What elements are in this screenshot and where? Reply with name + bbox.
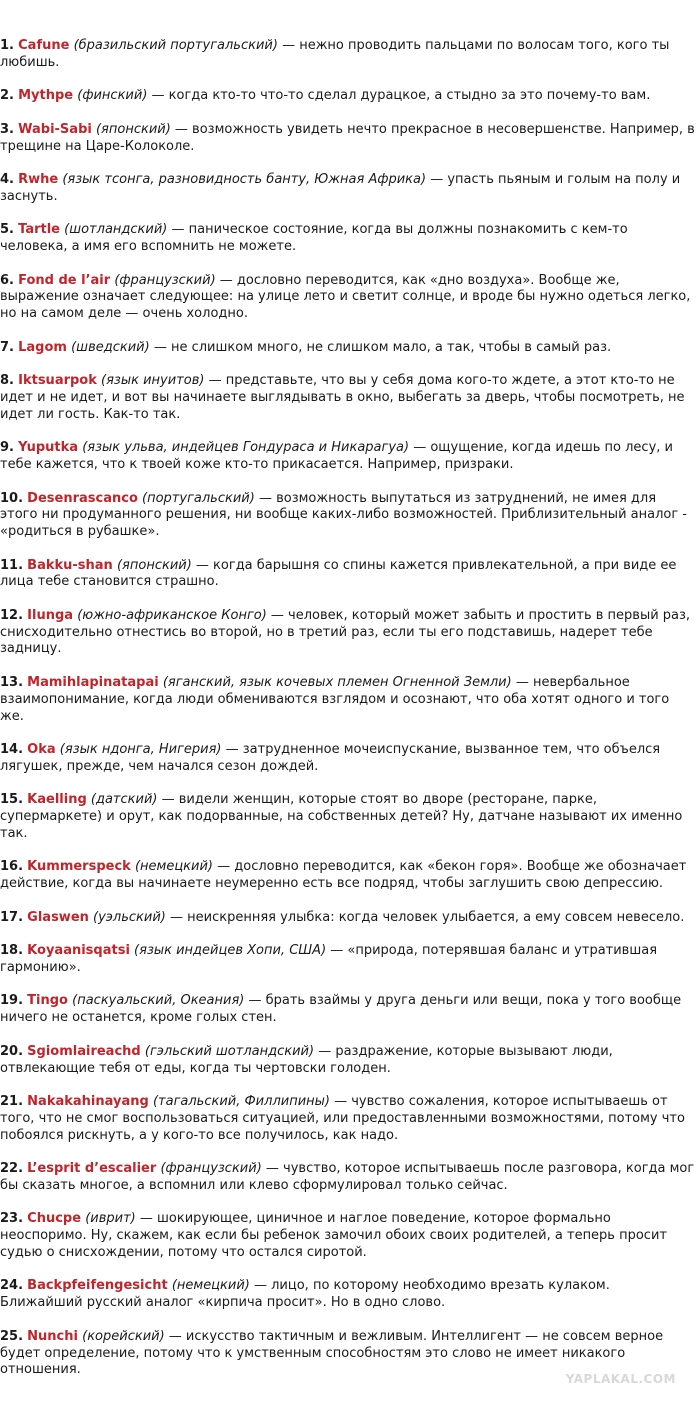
entry-definition: — чувство, которое испытываешь после разговора, когда мог бы сказать многое, а вспомнил или клево сформулировал только сейчас.: [0, 1161, 695, 1193]
entry-language: (язык инуитов): [101, 373, 205, 389]
list-item: [0, 859, 696, 893]
entry-language: (паскуальский, Океания): [72, 993, 245, 1009]
entry-number: 9.: [0, 440, 14, 456]
entry-term: Ilunga: [27, 607, 74, 623]
entry-language: (японский): [116, 557, 192, 573]
list-item: [0, 910, 696, 927]
entry-language: (японский): [95, 121, 171, 137]
entry-number: 2.: [0, 88, 14, 104]
list-item: [0, 222, 696, 256]
entry-term: Sgiomlaireachd: [27, 1043, 141, 1059]
entry-language: (уэльский): [93, 909, 166, 925]
entry-definition: — паническое состояние, когда вы должны познакомить с кем-то человека, а имя его вспомнить не можете.: [0, 222, 628, 255]
entry-number: 13.: [0, 674, 24, 690]
entry-language: (португальский): [142, 490, 255, 506]
list-item: [0, 792, 696, 842]
entry-definition: — ощущение, когда идешь по лесу, и тебе кажется, что к твоей коже кто-то прикасается. Например, призраки.: [0, 440, 673, 473]
entry-language: (гэльский шотландский): [144, 1043, 315, 1059]
entry-number: 15.: [0, 792, 24, 808]
entry-number: 10.: [0, 490, 24, 506]
list-item: [0, 38, 696, 72]
entry-definition: — возможность выпутаться из затруднений, не имея для этого ни продуманного решения, ни вообще каких-либо возможностей. Приблизительный аналог - «родиться в рубашке».: [0, 490, 688, 540]
entry-language: (шведский): [71, 339, 150, 355]
list-item: [0, 373, 696, 423]
list-item: [0, 1211, 696, 1261]
entry-term: Kummerspeck: [27, 859, 131, 875]
list-item: [0, 122, 696, 156]
list-item: [0, 340, 696, 357]
entry-language: (южно-африканское Конго): [77, 607, 267, 623]
entry-term: Mamihlapinatapai: [27, 674, 159, 690]
entry-term: Wabi-Sabi: [18, 121, 92, 137]
list-item: [0, 88, 696, 105]
entry-language: (язык ульва, индейцев Гондураса и Никарагуа): [82, 440, 410, 456]
entry-language: (финский): [77, 88, 148, 104]
entry-language: (шотландский): [64, 222, 168, 238]
watermark: YAPLAKAL.COM: [565, 1372, 676, 1387]
entry-term: Koyaanisqatsi: [27, 943, 130, 959]
entry-number: 7.: [0, 339, 14, 355]
entry-definition: — «природа, потерявшая баланс и утратившая гармонию».: [0, 943, 658, 975]
entry-language: (корейский): [82, 1328, 165, 1344]
entry-definition: — затрудненное мочеиспускание, вызванное тем, что объелся лягушек, прежде, чем начался сезон дождей.: [0, 742, 661, 774]
entry-number: 5.: [0, 222, 14, 238]
entry-term: L’esprit d’escalier: [27, 1161, 157, 1177]
list-item: [0, 172, 696, 206]
entry-number: 6.: [0, 272, 14, 288]
entry-term: Nakakahinayang: [27, 1094, 149, 1110]
list-item: [0, 943, 696, 977]
entry-definition: — когда кто-то что-то сделал дурацкое, а стыдно за это почему-то вам.: [147, 88, 651, 104]
entry-term: Yuputka: [18, 440, 79, 456]
entry-definition: — представьте, что вы у себя дома кого-то ждете, а этот кто-то не идет и не идет, и вот вы начинаете выглядывать в окно, выбегать за дверь, чтобы посмотреть, не идет ли гость. Как-то так.: [0, 373, 685, 422]
list-item: [0, 993, 696, 1027]
entry-term: Chucpe: [27, 1211, 82, 1227]
entry-term: Oka: [27, 742, 56, 758]
entry-number: 17.: [0, 909, 24, 925]
entry-number: 21.: [0, 1094, 24, 1110]
entry-term: Bakku-shan: [27, 557, 113, 573]
entry-number: 14.: [0, 742, 24, 758]
entry-definition: — шокирующее, циничное и наглое поведение, которое формально неоспоримо. Ну, скажем, как если бы ребенок замочил обоих своих родителей, а теперь просит судью о снисхождении, потому что остался сиротой.: [0, 1211, 667, 1260]
entry-language: (язык тсонга, разновидность банту, Южная Африка): [62, 172, 427, 188]
entry-language: (тагальский, Филлипины): [152, 1094, 330, 1110]
entry-number: 19.: [0, 993, 24, 1009]
entry-definition: — не слишком много, не слишком мало, а так, чтобы в самый раз.: [149, 339, 612, 355]
entry-definition: — чувство сожаления, которое испытываешь от того, что не смог воспользоваться ситуацией, или предоставленными возможностями, потому что побоялся рискнуть, а у кого-то все получилось, как надо.: [0, 1094, 685, 1143]
list-item: [0, 558, 696, 592]
entry-term: Backpfeifengesicht: [27, 1278, 168, 1294]
list-item: [0, 608, 696, 658]
entry-term: Nunchi: [27, 1328, 78, 1344]
entry-number: 11.: [0, 557, 24, 573]
list-item: [0, 1278, 696, 1312]
entry-language: (немецкий): [171, 1278, 250, 1294]
entry-language: (французский): [160, 1161, 262, 1177]
entry-language: (язык индейцев Хопи, США): [134, 943, 327, 959]
entry-term: Desenrascanco: [27, 490, 138, 506]
list-item: [0, 675, 696, 725]
entry-term: Cafune: [18, 38, 70, 53]
entry-number: 12.: [0, 607, 24, 623]
list-item: [0, 273, 696, 323]
list-item: [0, 1161, 696, 1195]
entry-definition: — возможность увидеть нечто прекрасное в несовершенстве. Например, в трещине на Царе-Колоколе.: [0, 121, 695, 154]
entry-term: Kaelling: [27, 792, 87, 808]
list-item: [0, 491, 696, 541]
entry-definition: — неискренняя улыбка: когда человек улыбается, а ему совсем невесело.: [165, 909, 685, 925]
list-item: [0, 440, 696, 474]
entry-term: Tartle: [18, 222, 60, 238]
entry-term: Mythpe: [18, 88, 74, 104]
entry-definition: — видели женщин, которые стоят во дворе (ресторане, парке, супермаркете) и орут, как подорванные, на собственных детей? Ну, датчане называют их именно так.: [0, 792, 683, 841]
entry-definition: — нежно проводить пальцами по волосам того, кого ты любишь.: [0, 38, 670, 70]
entry-definition: — дословно переводится, как «бекон горя». Вообще же обозначает действие, когда вы начинаете неумеренно есть все подряд, чтобы заглушить свою депрессию.: [0, 859, 687, 892]
entry-number: 3.: [0, 121, 14, 137]
entry-language: (иврит): [85, 1211, 136, 1227]
entry-term: Glaswen: [27, 909, 89, 925]
entry-language: (французский): [114, 272, 216, 288]
list-item: [0, 1094, 696, 1144]
entry-number: 18.: [0, 943, 24, 959]
entry-term: Lagom: [18, 339, 67, 355]
entry-language: (датский): [90, 792, 158, 808]
entry-definition: — дословно переводится, как «дно воздуха». Вообще же, выражение означает следующее: на улице лето и светит солнце, и вроде бы нужно одеться легко, но на самом деле — очень холодно.: [0, 272, 691, 322]
entry-term: Fond de l’air: [18, 272, 111, 288]
list-item: [0, 742, 696, 776]
entry-language: (немецкий): [134, 859, 213, 875]
entry-definition: — брать взаймы у друга деньги или вещи, пока у того вообще ничего не останется, кроме голых стен.: [0, 993, 682, 1026]
entry-definition: — раздражение, которые вызывают люди, отвлекающие тебя от еды, когда ты чертовски голоден.: [0, 1043, 613, 1076]
entry-definition: — невербальное взаимопонимание, когда люди обмениваются взглядом и осознают, что оба хотят одного и того же.: [0, 674, 670, 724]
list-item: [0, 1044, 696, 1078]
entry-number: 4.: [0, 172, 14, 188]
word-list: [0, 38, 696, 1396]
entry-definition: — когда барышня со спины кажется привлекательной, а при виде ее лица тебе становится страшно.: [0, 557, 677, 590]
entry-language: (язык ндонга, Нигерия): [59, 742, 222, 758]
entry-definition: — искусство тактичным и вежливым. Интеллигент — не совсем верное будет определение, потому что к умственным способностям это слово не имеет никакого отношения.: [0, 1328, 664, 1378]
entry-definition: — упасть пьяным и голым на полу и заснуть.: [0, 172, 681, 204]
entry-term: Rwhe: [18, 172, 59, 188]
entry-language: (бразильский португальский): [73, 38, 278, 53]
entry-definition: — лицо, по которому необходимо врезать кулаком. Ближайший русский аналог «кирпича просит». Но в одно слово.: [0, 1278, 610, 1311]
entry-language: (яганский, язык кочевых племен Огненной Земли): [162, 674, 512, 690]
entry-term: Tingo: [27, 993, 68, 1009]
entry-term: Iktsuarpok: [18, 373, 97, 389]
entry-number: 8.: [0, 373, 14, 389]
entry-number: 23.: [0, 1211, 24, 1227]
entry-number: 25.: [0, 1328, 24, 1344]
entry-number: 16.: [0, 859, 24, 875]
entry-number: 24.: [0, 1278, 24, 1294]
entry-number: 20.: [0, 1043, 24, 1059]
entry-number: 22.: [0, 1161, 24, 1177]
entry-number: 1.: [0, 38, 14, 53]
entry-definition: — человек, который может забыть и простить в первый раз, снисходительно отнестись во второй, но в третий раз, если ты его подставишь, надерет тебе задницу.: [0, 607, 691, 657]
